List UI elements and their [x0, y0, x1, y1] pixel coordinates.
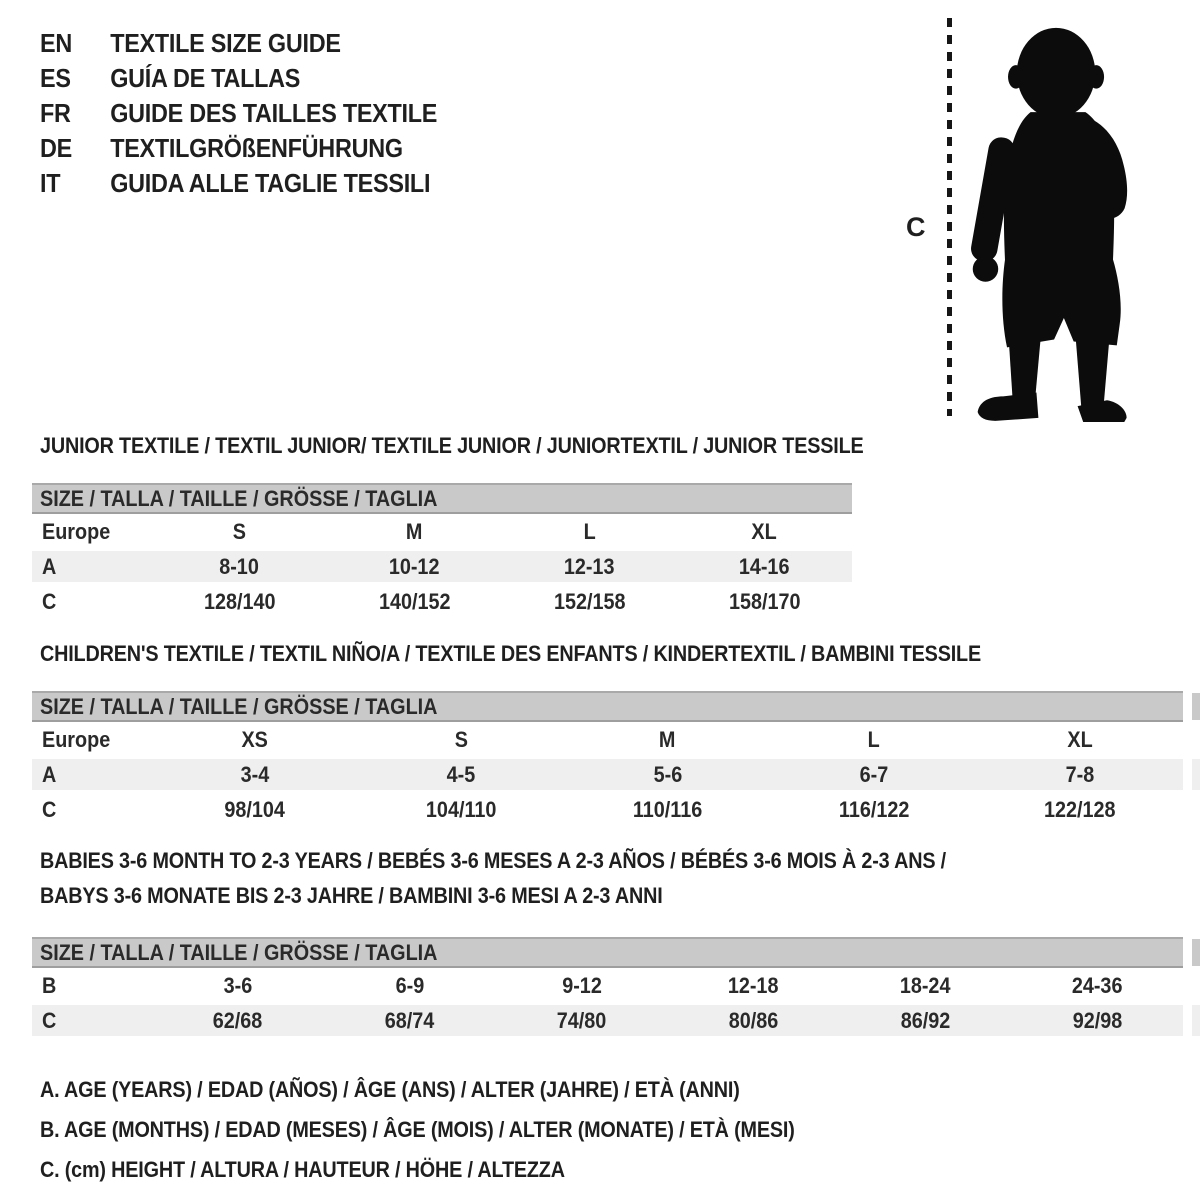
value-cell: 10-12	[389, 553, 440, 579]
table-header-label: SIZE / TALLA / TAILLE / GRÖSSE / TAGLIA	[40, 486, 438, 511]
value-cell: 152/158	[553, 588, 626, 614]
table-row	[32, 584, 852, 619]
language-code: EN	[40, 28, 72, 58]
value-cell: 4-5	[446, 761, 476, 787]
language-row	[40, 131, 437, 166]
section-title-line: BABYS 3-6 MONATE BIS 2-3 JAHRE / BAMBINI 3-6 MESI A 2-3 ANNI	[40, 883, 663, 908]
language-row	[40, 96, 437, 131]
language-title: TEXTILGRÖßENFÜHRUNG	[110, 133, 403, 163]
value-cell: XL	[1067, 726, 1093, 752]
table-row	[32, 514, 852, 549]
language-code: FR	[40, 98, 71, 128]
table-row	[32, 1003, 1183, 1038]
value-cell: 98/104	[224, 796, 286, 822]
language-code: ES	[40, 63, 71, 93]
language-code: IT	[40, 168, 61, 198]
row-label-cell: A	[42, 761, 57, 787]
legend-item-height: C. (cm) HEIGHT / ALTURA / HAUTEUR / HÖHE / ALTEZZA	[40, 1157, 565, 1182]
table-header	[32, 937, 1183, 968]
size-table-babies	[32, 937, 1183, 1038]
table-edge-sliver	[1192, 939, 1200, 966]
table-row	[32, 722, 1183, 757]
value-cell: 158/170	[728, 588, 801, 614]
size-table-junior	[32, 483, 852, 619]
value-cell: 128/140	[203, 588, 276, 614]
language-guide	[40, 26, 481, 201]
value-cell: XL	[751, 518, 778, 544]
value-cell: 8-10	[219, 553, 260, 579]
legend-item-age-months: B. AGE (MONTHS) / EDAD (MESES) / ÂGE (MOIS) / ALTER (MONATE) / ETÀ (MESI)	[40, 1117, 795, 1142]
size-table-children	[32, 691, 1183, 827]
value-cell: 24-36	[1071, 972, 1123, 998]
value-cell: 3-6	[223, 972, 253, 998]
section-title-babies	[40, 843, 1200, 913]
table-edge-sliver	[1192, 759, 1200, 790]
table-header-label: SIZE / TALLA / TAILLE / GRÖSSE / TAGLIA	[40, 940, 438, 965]
value-cell: 6-7	[859, 761, 889, 787]
value-cell: 68/74	[384, 1007, 435, 1033]
table-header-label: SIZE / TALLA / TAILLE / GRÖSSE / TAGLIA	[40, 694, 438, 719]
section-title-line: JUNIOR TEXTILE / TEXTIL JUNIOR/ TEXTILE JUNIOR / JUNIORTEXTIL / JUNIOR TESSILE	[40, 433, 864, 458]
table-body	[32, 968, 1183, 1038]
row-label-cell: B	[42, 972, 57, 998]
table-edge-sliver	[1192, 1005, 1200, 1036]
row-label-cell: C	[42, 1007, 57, 1033]
table-edge-sliver	[1192, 693, 1200, 720]
size-legend	[40, 1070, 878, 1190]
language-code: DE	[40, 133, 72, 163]
value-cell: 7-8	[1065, 761, 1095, 787]
height-dashed-line	[947, 18, 952, 416]
language-title: GUÍA DE TALLAS	[110, 63, 301, 93]
row-label-cell: C	[42, 796, 57, 822]
table-row	[32, 549, 852, 584]
language-title: GUIDA ALLE TAGLIE TESSILI	[110, 168, 431, 198]
value-cell: 110/116	[632, 796, 703, 822]
value-cell: 12-13	[564, 553, 615, 579]
table-row	[32, 968, 1183, 1003]
language-row	[40, 61, 437, 96]
value-cell: 5-6	[653, 761, 682, 787]
value-cell: M	[659, 726, 676, 752]
row-label-cell: Europe	[42, 726, 111, 752]
value-cell: 74/80	[556, 1007, 607, 1033]
language-title: TEXTILE SIZE GUIDE	[110, 28, 341, 58]
value-cell: 92/98	[1072, 1007, 1122, 1033]
value-cell: 140/152	[378, 588, 451, 614]
row-label-cell: C	[42, 588, 57, 614]
table-row	[32, 792, 1183, 827]
table-header	[32, 691, 1183, 722]
value-cell: 18-24	[899, 972, 951, 998]
value-cell: M	[406, 518, 423, 544]
value-cell: 6-9	[395, 972, 425, 998]
language-row	[40, 26, 437, 61]
value-cell: L	[583, 518, 596, 544]
value-cell: 12-18	[728, 972, 779, 998]
value-cell: S	[232, 518, 247, 544]
table-body	[32, 514, 852, 619]
value-cell: 104/110	[426, 796, 497, 822]
value-cell: 14-16	[739, 553, 790, 579]
section-title-children	[40, 636, 1086, 671]
value-cell: 62/68	[213, 1007, 263, 1033]
value-cell: 122/128	[1044, 796, 1116, 822]
table-header	[32, 483, 852, 514]
height-marker-label: C	[906, 212, 926, 242]
value-cell: XS	[241, 726, 269, 752]
section-title-line: BABIES 3-6 MONTH TO 2-3 YEARS / BEBÉS 3-6 MESES A 2-3 AÑOS / BÉBÉS 3-6 MOIS À 2-3 ANS /	[40, 848, 946, 873]
value-cell: 86/92	[900, 1007, 950, 1033]
value-cell: S	[454, 726, 468, 752]
language-row	[40, 166, 437, 201]
language-title: GUIDE DES TAILLES TEXTILE	[110, 98, 438, 128]
row-label-cell: Europe	[42, 518, 111, 544]
table-body	[32, 722, 1183, 827]
value-cell: L	[867, 726, 880, 752]
section-title-line: CHILDREN'S TEXTILE / TEXTIL NIÑO/A / TEXTILE DES ENFANTS / KINDERTEXTIL / BAMBINI TESSILE	[40, 641, 982, 666]
value-cell: 3-4	[240, 761, 270, 787]
value-cell: 9-12	[561, 972, 602, 998]
value-cell: 116/122	[838, 796, 909, 822]
toddler-silhouette-image	[960, 14, 1156, 422]
row-label-cell: A	[42, 553, 57, 579]
value-cell: 80/86	[728, 1007, 779, 1033]
legend-item-age-years: A. AGE (YEARS) / EDAD (AÑOS) / ÂGE (ANS) / ALTER (JAHRE) / ETÀ (ANNI)	[40, 1077, 740, 1102]
table-row	[32, 757, 1183, 792]
section-title-junior	[40, 428, 955, 463]
